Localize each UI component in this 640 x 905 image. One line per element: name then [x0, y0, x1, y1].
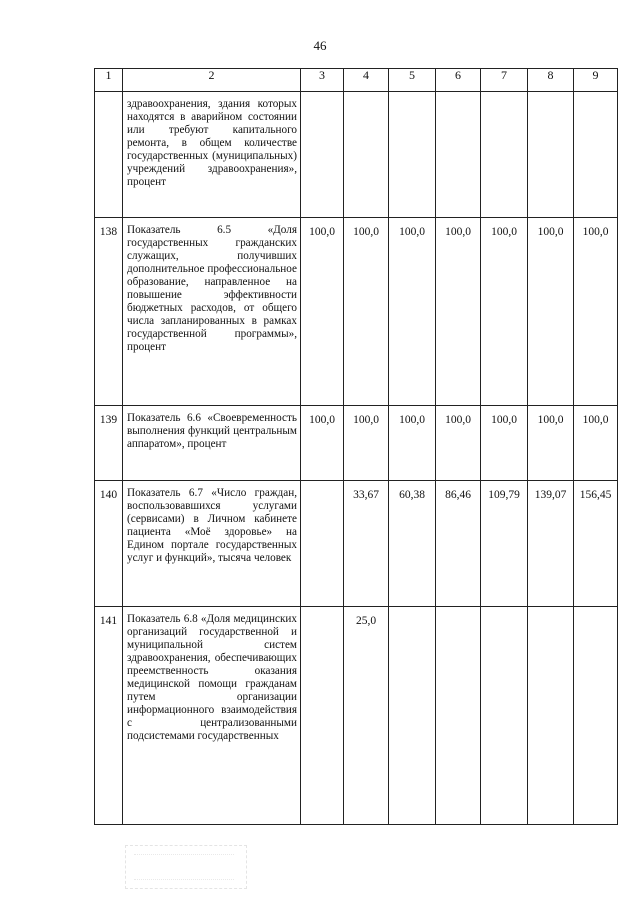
indicators-table: [94, 68, 618, 825]
row-number-cell: 141: [95, 607, 123, 825]
value-cell: 100,0: [344, 406, 389, 481]
value-cell: 60,38: [389, 481, 436, 607]
value-cell: 100,0: [389, 218, 436, 406]
row-number-cell: 140: [95, 481, 123, 607]
value-cell: 100,0: [344, 218, 389, 406]
value-cell: [481, 607, 528, 825]
value-cell: 86,46: [436, 481, 481, 607]
value-cell: 100,0: [481, 406, 528, 481]
value-cell: [389, 607, 436, 825]
value-cell: [389, 92, 436, 218]
indicator-description-cell: Показатель 6.5 «Доля государственных гражданских служащих, получивших дополнительное профессиональное образование, направленное на повышение эффективности бюджетных расходов, от общего числа запланированных в рамках государственной программы», процент: [123, 218, 301, 406]
value-cell: 100,0: [301, 218, 344, 406]
row-number-cell: [95, 92, 123, 218]
value-cell: 109,79: [481, 481, 528, 607]
header-cell: 3: [301, 69, 344, 92]
value-cell: [301, 481, 344, 607]
header-cell: 8: [528, 69, 574, 92]
value-cell: [436, 607, 481, 825]
value-cell: 100,0: [481, 218, 528, 406]
page-number: 46: [313, 38, 327, 53]
indicator-description-cell: здравоохранения, здания которых находятся в аварийном состоянии или требуют капитального ремонта, в общем количестве государственных (муниципальных) учреждений здравоохранения», процент: [123, 92, 301, 218]
indicator-description-cell: Показатель 6.8 «Доля медицинских организаций государственной и муниципальной систем здравоохранения, обеспечивающих преемственность оказания медицинской помощи гражданам путем организации информационного взаимодействия с централизованными подсистемами государственных: [123, 607, 301, 825]
header-cell: 7: [481, 69, 528, 92]
value-cell: [528, 92, 574, 218]
value-cell: 25,0: [344, 607, 389, 825]
value-cell: 100,0: [389, 406, 436, 481]
table-header-row: [95, 69, 618, 92]
value-cell: 139,07: [528, 481, 574, 607]
table-row: [95, 218, 618, 406]
indicator-description-cell: Показатель 6.7 «Число граждан, воспользовавшихся услугами (сервисами) в Личном кабинете пациента «Моё здоровье» на Едином портале государственных услуг и функций», тысяча человек: [123, 481, 301, 607]
value-cell: [301, 607, 344, 825]
value-cell: 100,0: [528, 406, 574, 481]
value-cell: [574, 607, 618, 825]
value-cell: 100,0: [574, 218, 618, 406]
value-cell: 33,67: [344, 481, 389, 607]
value-cell: 156,45: [574, 481, 618, 607]
value-cell: [481, 92, 528, 218]
table-row: [95, 92, 618, 218]
table-row: [95, 481, 618, 607]
table-body: [95, 69, 618, 825]
value-cell: 100,0: [574, 406, 618, 481]
header-cell: 9: [574, 69, 618, 92]
header-cell: 6: [436, 69, 481, 92]
header-cell: 5: [389, 69, 436, 92]
value-cell: 100,0: [528, 218, 574, 406]
value-cell: [344, 92, 389, 218]
value-cell: 100,0: [436, 218, 481, 406]
value-cell: 100,0: [301, 406, 344, 481]
header-cell: 2: [123, 69, 301, 92]
row-number-cell: 138: [95, 218, 123, 406]
table-row: [95, 406, 618, 481]
faint-stamp: [125, 845, 247, 889]
table-row: [95, 607, 618, 825]
header-cell: 4: [344, 69, 389, 92]
value-cell: 100,0: [436, 406, 481, 481]
header-cell: 1: [95, 69, 123, 92]
value-cell: [436, 92, 481, 218]
row-number-cell: 139: [95, 406, 123, 481]
value-cell: [574, 92, 618, 218]
value-cell: [301, 92, 344, 218]
value-cell: [528, 607, 574, 825]
indicator-description-cell: Показатель 6.6 «Своевременность выполнения функций центральным аппаратом», процент: [123, 406, 301, 481]
